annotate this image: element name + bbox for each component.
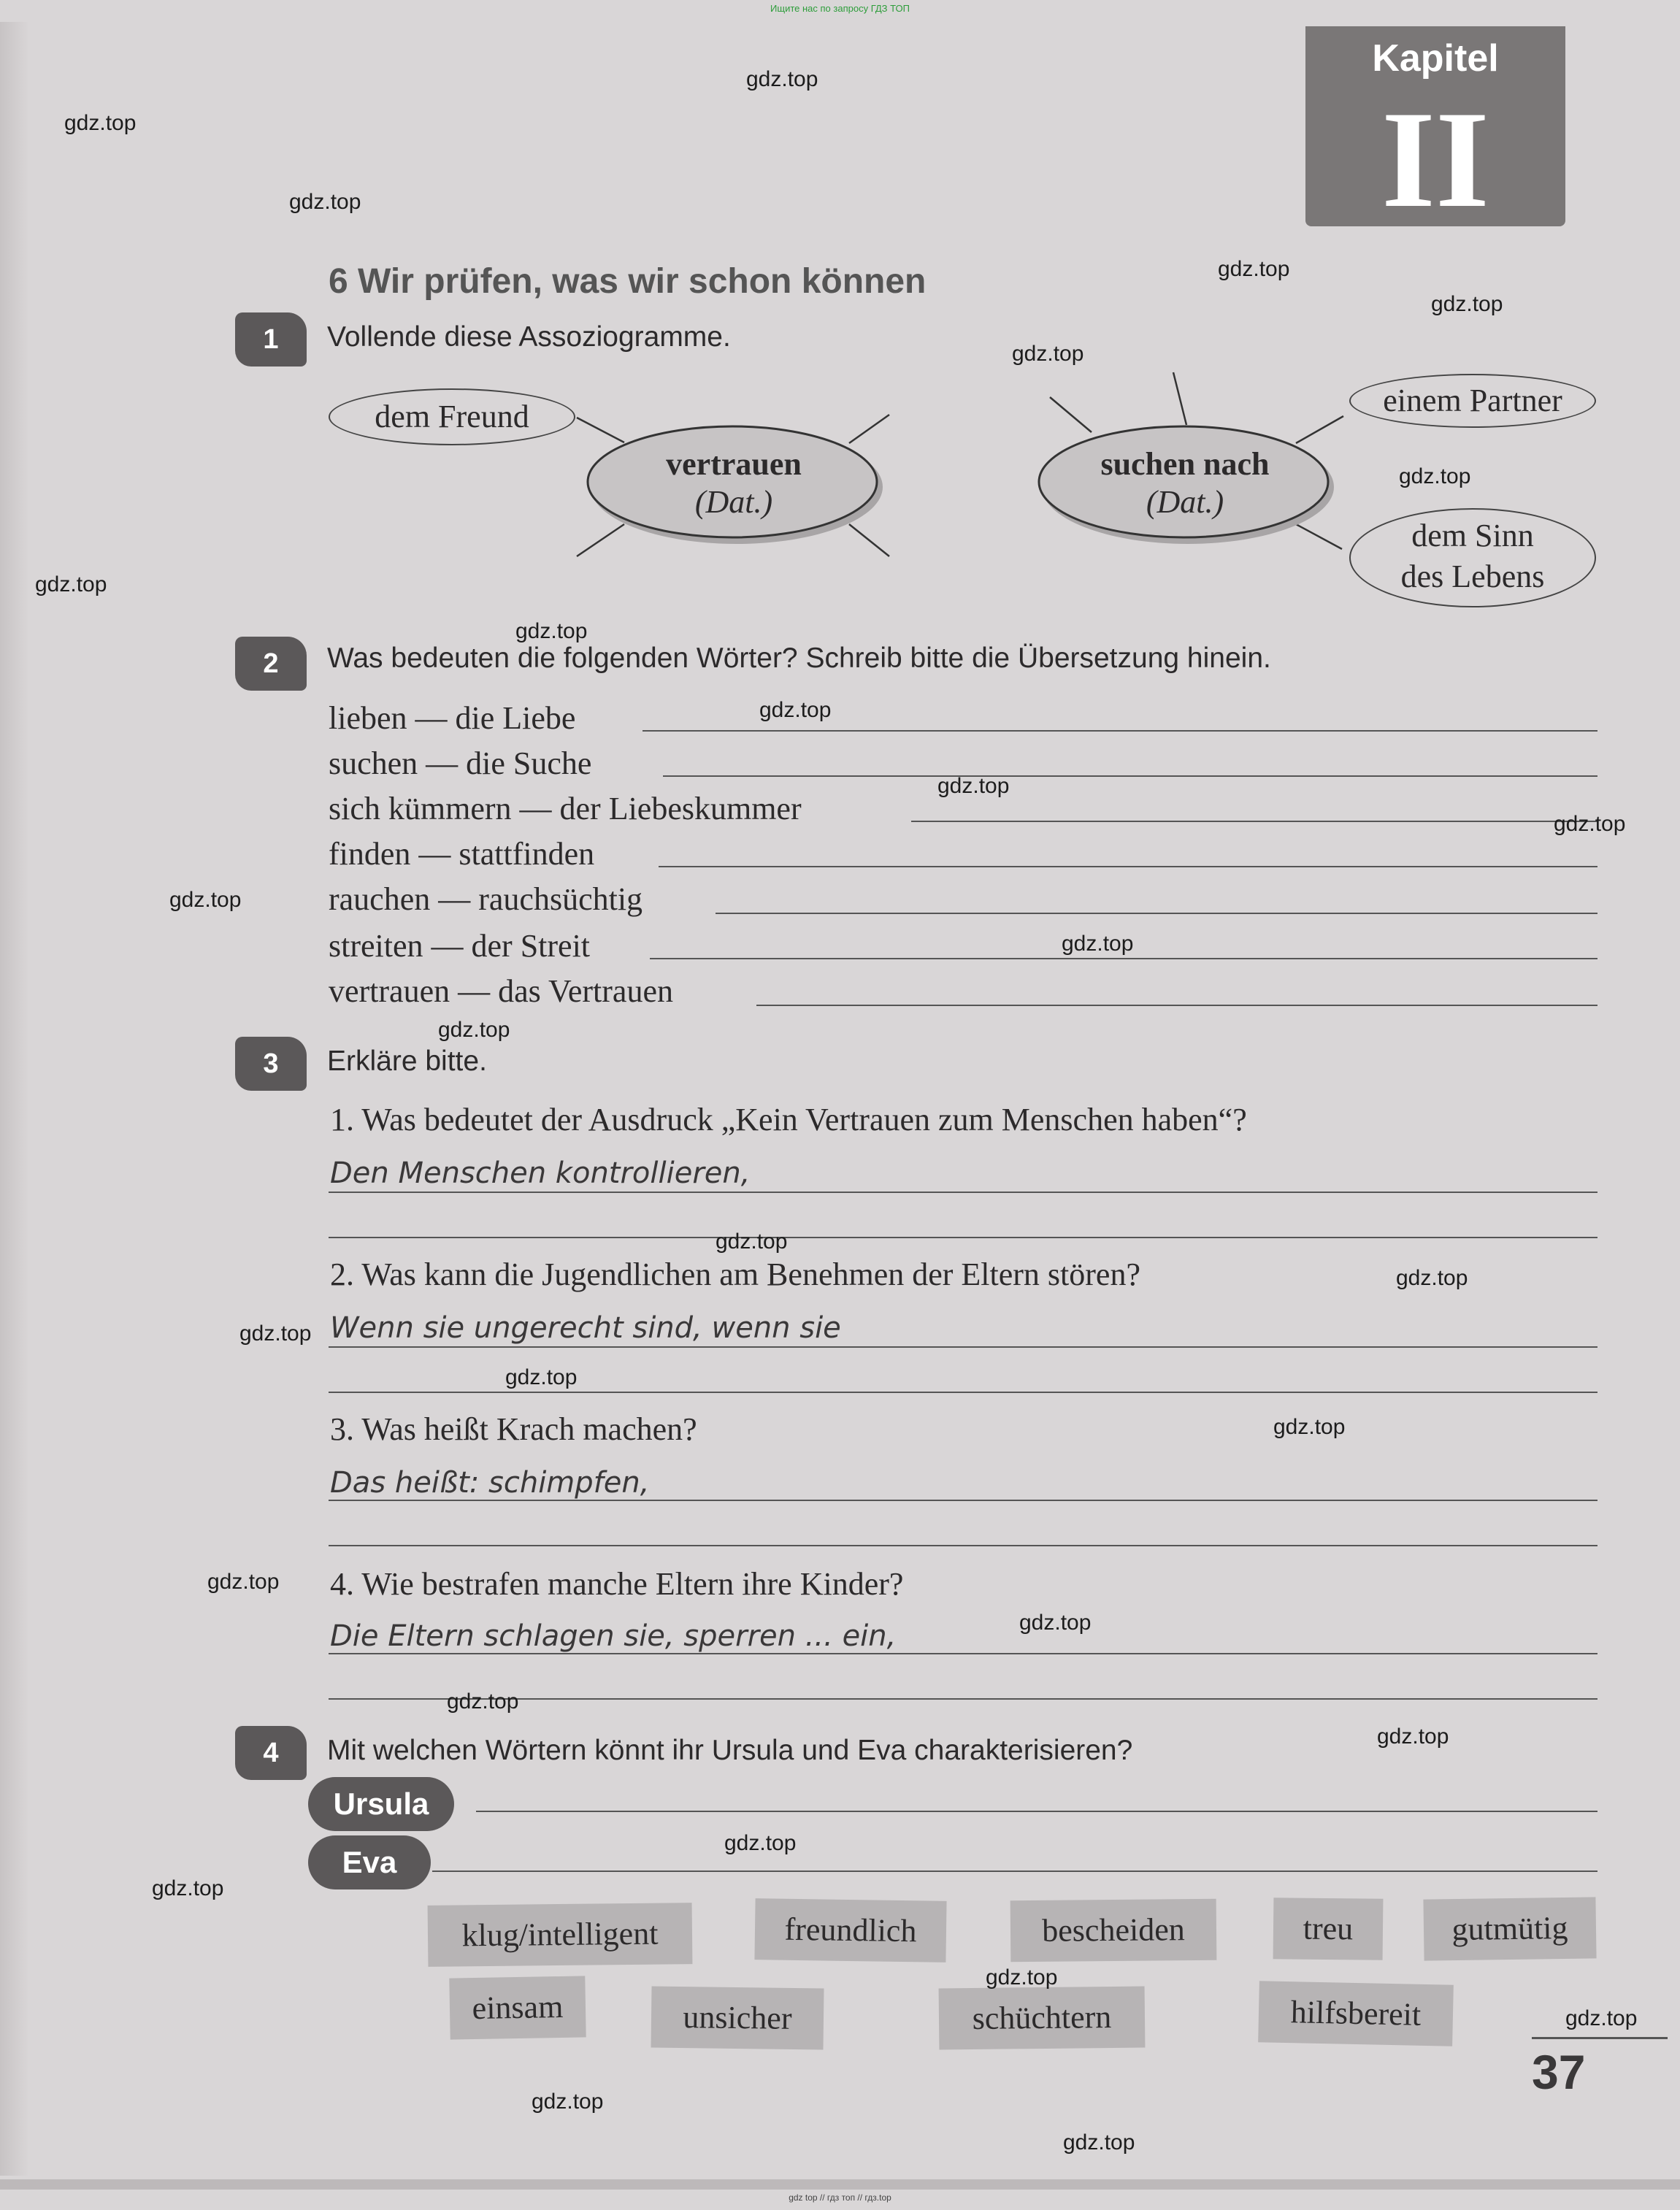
word-card: freundlich [754,1898,946,1962]
watermark: gdz.top [515,619,588,643]
watermark: gdz.top [1062,932,1134,956]
answer-1: Den Menschen kontrollieren, [330,1156,751,1190]
word-pair-1: lieben — die Liebe [329,700,576,736]
word-card: unsicher [651,1987,824,2050]
name-eva: Eva [308,1835,431,1889]
watermark: gdz.top [505,1365,578,1389]
answer-line[interactable] [716,913,1597,914]
answer-line[interactable] [643,730,1597,732]
task1-instruction: Vollende diese Assoziogramme. [327,321,731,353]
watermark: gdz.top [239,1321,312,1346]
spoke [1296,416,1343,443]
watermark: gdz.top [207,1570,280,1594]
watermark: gdz.top [1431,292,1503,316]
node-dem-freund: dem Freund [329,388,575,445]
answer-line[interactable] [756,1005,1597,1006]
watermark: gdz.top [724,1831,797,1855]
question-2: 2. Was kann die Jugendlichen am Benehmen der Eltern stören? [330,1256,1140,1292]
task-number-1: 1 [235,312,307,367]
word-pair-7: vertrauen — das Vertrauen [329,973,673,1009]
spoke [1296,524,1342,549]
question-4: 4. Wie bestrafen manche Eltern ihre Kinder? [330,1566,904,1602]
watermark: gdz.top [1019,1611,1092,1635]
node-line-1: dem Sinn [1411,518,1534,553]
watermark: gdz.top [447,1689,519,1714]
chapter-number: II [1381,83,1489,237]
word-card: klug/intelligent [428,1903,693,1967]
answer-line[interactable] [329,1237,1597,1238]
watermark: gdz.top [532,2090,604,2114]
task-number-4: 4 [235,1726,307,1780]
page-number-rule [1532,2037,1668,2039]
answer-line[interactable] [476,1811,1597,1812]
watermark: gdz.top [64,111,137,135]
word-pair-3: sich kümmern — der Liebeskummer [329,791,802,826]
answer-3: Das heißt: schimpfen, [330,1466,650,1500]
word-pair-4: finden — stattfinden [329,836,595,872]
word-card: treu [1273,1898,1384,1960]
answer-line[interactable] [329,1392,1597,1393]
task3-instruction: Erkläre bitte. [327,1045,487,1077]
task4-instruction: Mit welchen Wörtern könnt ihr Ursula und Eva charakterisieren? [327,1735,1133,1766]
answer-line[interactable] [329,1545,1597,1546]
answer-line[interactable] [329,1192,1597,1193]
watermark: gdz.top [716,1229,788,1254]
task-number-2: 2 [235,637,307,691]
node-einem-partner: einem Partner [1349,374,1596,428]
spoke [1050,397,1092,432]
watermark: gdz.top [1218,257,1290,281]
center-1-case: (Dat.) [694,484,773,520]
watermark: gdz.top [152,1876,224,1900]
chapter-label: Kapitel [1372,37,1499,80]
watermark: gdz.top [438,1018,510,1042]
word-card: schüchtern [939,1987,1146,2050]
watermark: gdz.top [289,190,361,214]
watermark: gdz.top [986,1965,1058,1990]
answer-line[interactable] [650,958,1597,959]
page-bottom-edge [0,2179,1680,2190]
center-1-verb: vertrauen [666,446,802,482]
answer-line[interactable] [329,1500,1597,1501]
task-number-3: 3 [235,1037,307,1091]
question-3: 3. Was heißt Krach machen? [330,1411,697,1447]
answer-line[interactable] [911,821,1597,822]
top-note: Ищите нас по запросу ГДЗ ТОП [770,3,910,14]
answer-line[interactable] [329,1698,1597,1700]
spoke [849,524,889,556]
answer-line[interactable] [432,1871,1597,1872]
answer-line[interactable] [659,866,1597,867]
watermark: gdz.top [1012,342,1084,366]
center-2-case: (Dat.) [1146,484,1224,520]
answer-line[interactable] [663,775,1597,777]
watermark: gdz.top [1273,1415,1346,1439]
watermark: gdz.top [169,888,242,912]
answer-2: Wenn sie ungerecht sind, wenn sie [330,1311,841,1345]
watermark: gdz.top [35,572,107,596]
watermark: gdz.top [1396,1266,1468,1290]
section-title: 6 Wir prüfen, was wir schon können [329,262,927,301]
node-line-2: des Lebens [1400,559,1545,594]
node-dem-sinn-des-lebens [1349,508,1596,607]
word-card: einsam [449,1976,586,2039]
spoke [1173,372,1186,425]
word-pair-5: rauchen — rauchsüchtig [329,881,643,917]
bottom-note: gdz top // гдз топ // гдз.top [789,2192,891,2203]
watermark: gdz.top [1565,2006,1638,2030]
spoke [577,524,624,556]
word-pair-2: suchen — die Suche [329,745,592,781]
watermark: gdz.top [1399,464,1471,488]
spoke [577,418,624,442]
name-ursula: Ursula [308,1777,454,1831]
word-pair-6: streiten — der Streit [329,928,591,964]
watermark: gdz.top [1063,2130,1135,2155]
page-number: 37 [1532,2045,1586,2099]
answer-line[interactable] [329,1346,1597,1348]
watermark: gdz.top [1377,1724,1449,1749]
watermark: gdz.top [937,774,1010,798]
watermark: gdz.top [759,698,832,722]
word-card: bescheiden [1010,1899,1217,1962]
answer-4: Die Eltern schlagen sie, sperren ... ein, [330,1619,897,1653]
watermark: gdz.top [746,67,818,91]
word-card: hilfsbereit [1258,1981,1454,2046]
question-1: 1. Was bedeutet der Ausdruck „Kein Vertrauen zum Menschen haben“? [330,1102,1247,1137]
task2-instruction: Was bedeuten die folgenden Wörter? Schreib bitte die Übersetzung hinein. [327,642,1271,674]
word-card: gutmütig [1423,1897,1596,1960]
spoke [849,415,889,443]
watermark: gdz.top [1554,812,1626,836]
answer-line[interactable] [329,1653,1597,1654]
center-2-verb: suchen nach [1100,446,1270,482]
